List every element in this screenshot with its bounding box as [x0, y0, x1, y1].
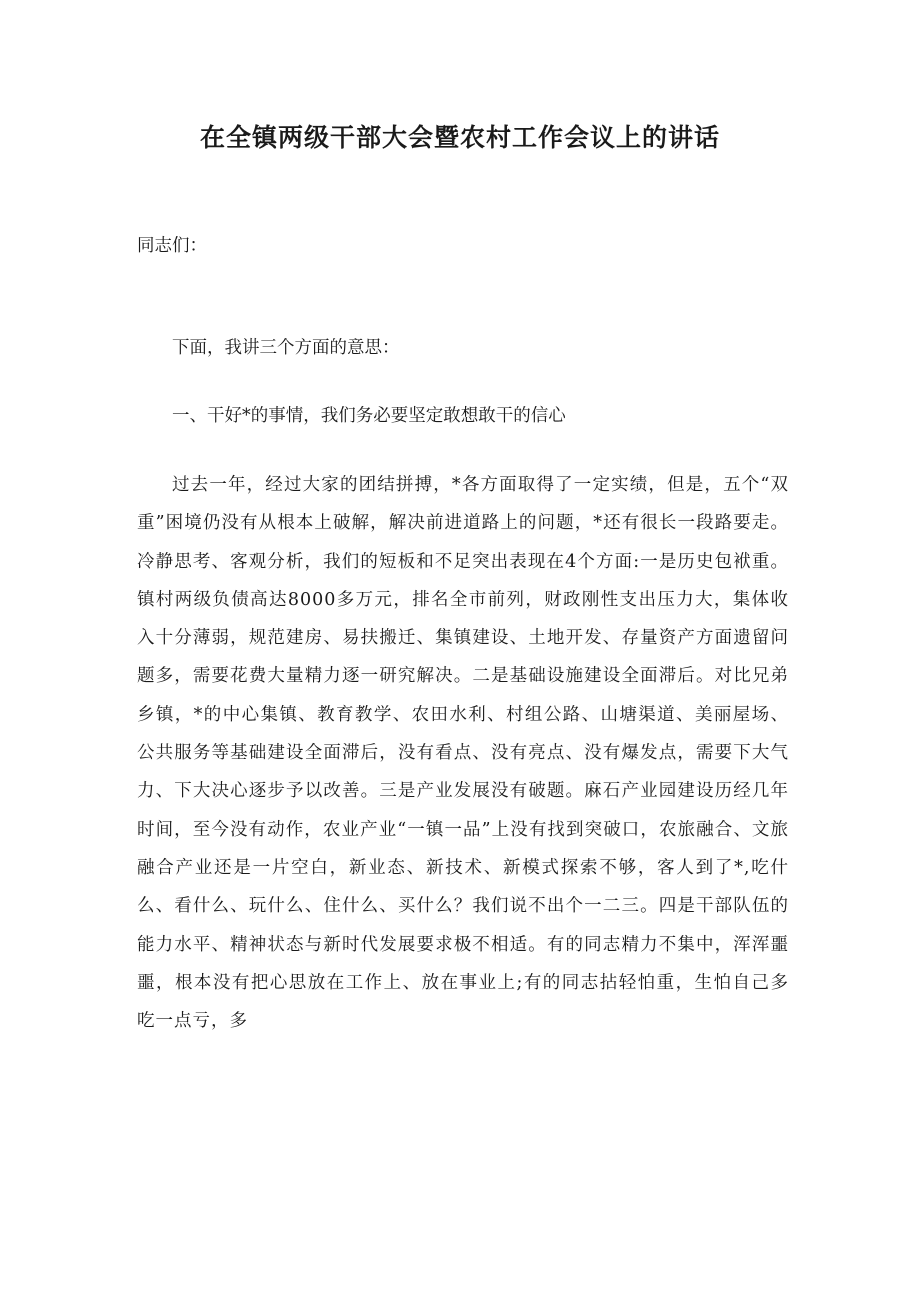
- salutation: 同志们：: [137, 236, 207, 256]
- section-heading: 一、干好*的事情，我们务必要坚定敢想敢干的信心: [172, 406, 566, 426]
- intro-paragraph: 下面，我讲三个方面的意思：: [172, 338, 400, 358]
- body-paragraph: 过去一年，经过大家的团结拼搏，*各方面取得了一定实绩，但是，五个“双重”困境仍没有从根本上破解，解决前进道路上的问题，*还有很长一段路要走。冷静思考、客观分析，我们的短板和不足突出表现在4个方面:一是历史包袱重。镇村两级负债高达8000多万元，排名全市前列，财政刚性支出压力大，集体收入十分薄弱，规范建房、易扶搬迁、集镇建设、土地开发、存量资产方面遗留问题多，需要花费大量精力逐一研究解决。二是基础设施建设全面滞后。对比兄弟乡镇，*的中心集镇、教育教学、农田水利、村组公路、山塘渠道、美丽屋场、公共服务等基础建设全面滞后，没有看点、没有亮点、没有爆发点，需要下大气力、下大决心逐步予以改善。三是产业发展没有破题。麻石产业园建设历经几年时间，至今没有动作，农业产业“一镇一品”上没有找到突破口，农旅融合、文旅融合产业还是一片空白，新业态、新技术、新模式探索不够，客人到了*,吃什么、看什么、玩什么、住什么、买什么？我们说不出个一二三。四是干部队伍的能力水平、精神状态与新时代发展要求极不相适。有的同志精力不集中，浑浑噩噩，根本没有把心思放在工作上、放在事业上;有的同志拈轻怕重，生怕自己多吃一点亏，多: [137, 475, 789, 1032]
- document-title: 在全镇两级干部大会暨农村工作会议上的讲话: [199, 123, 720, 152]
